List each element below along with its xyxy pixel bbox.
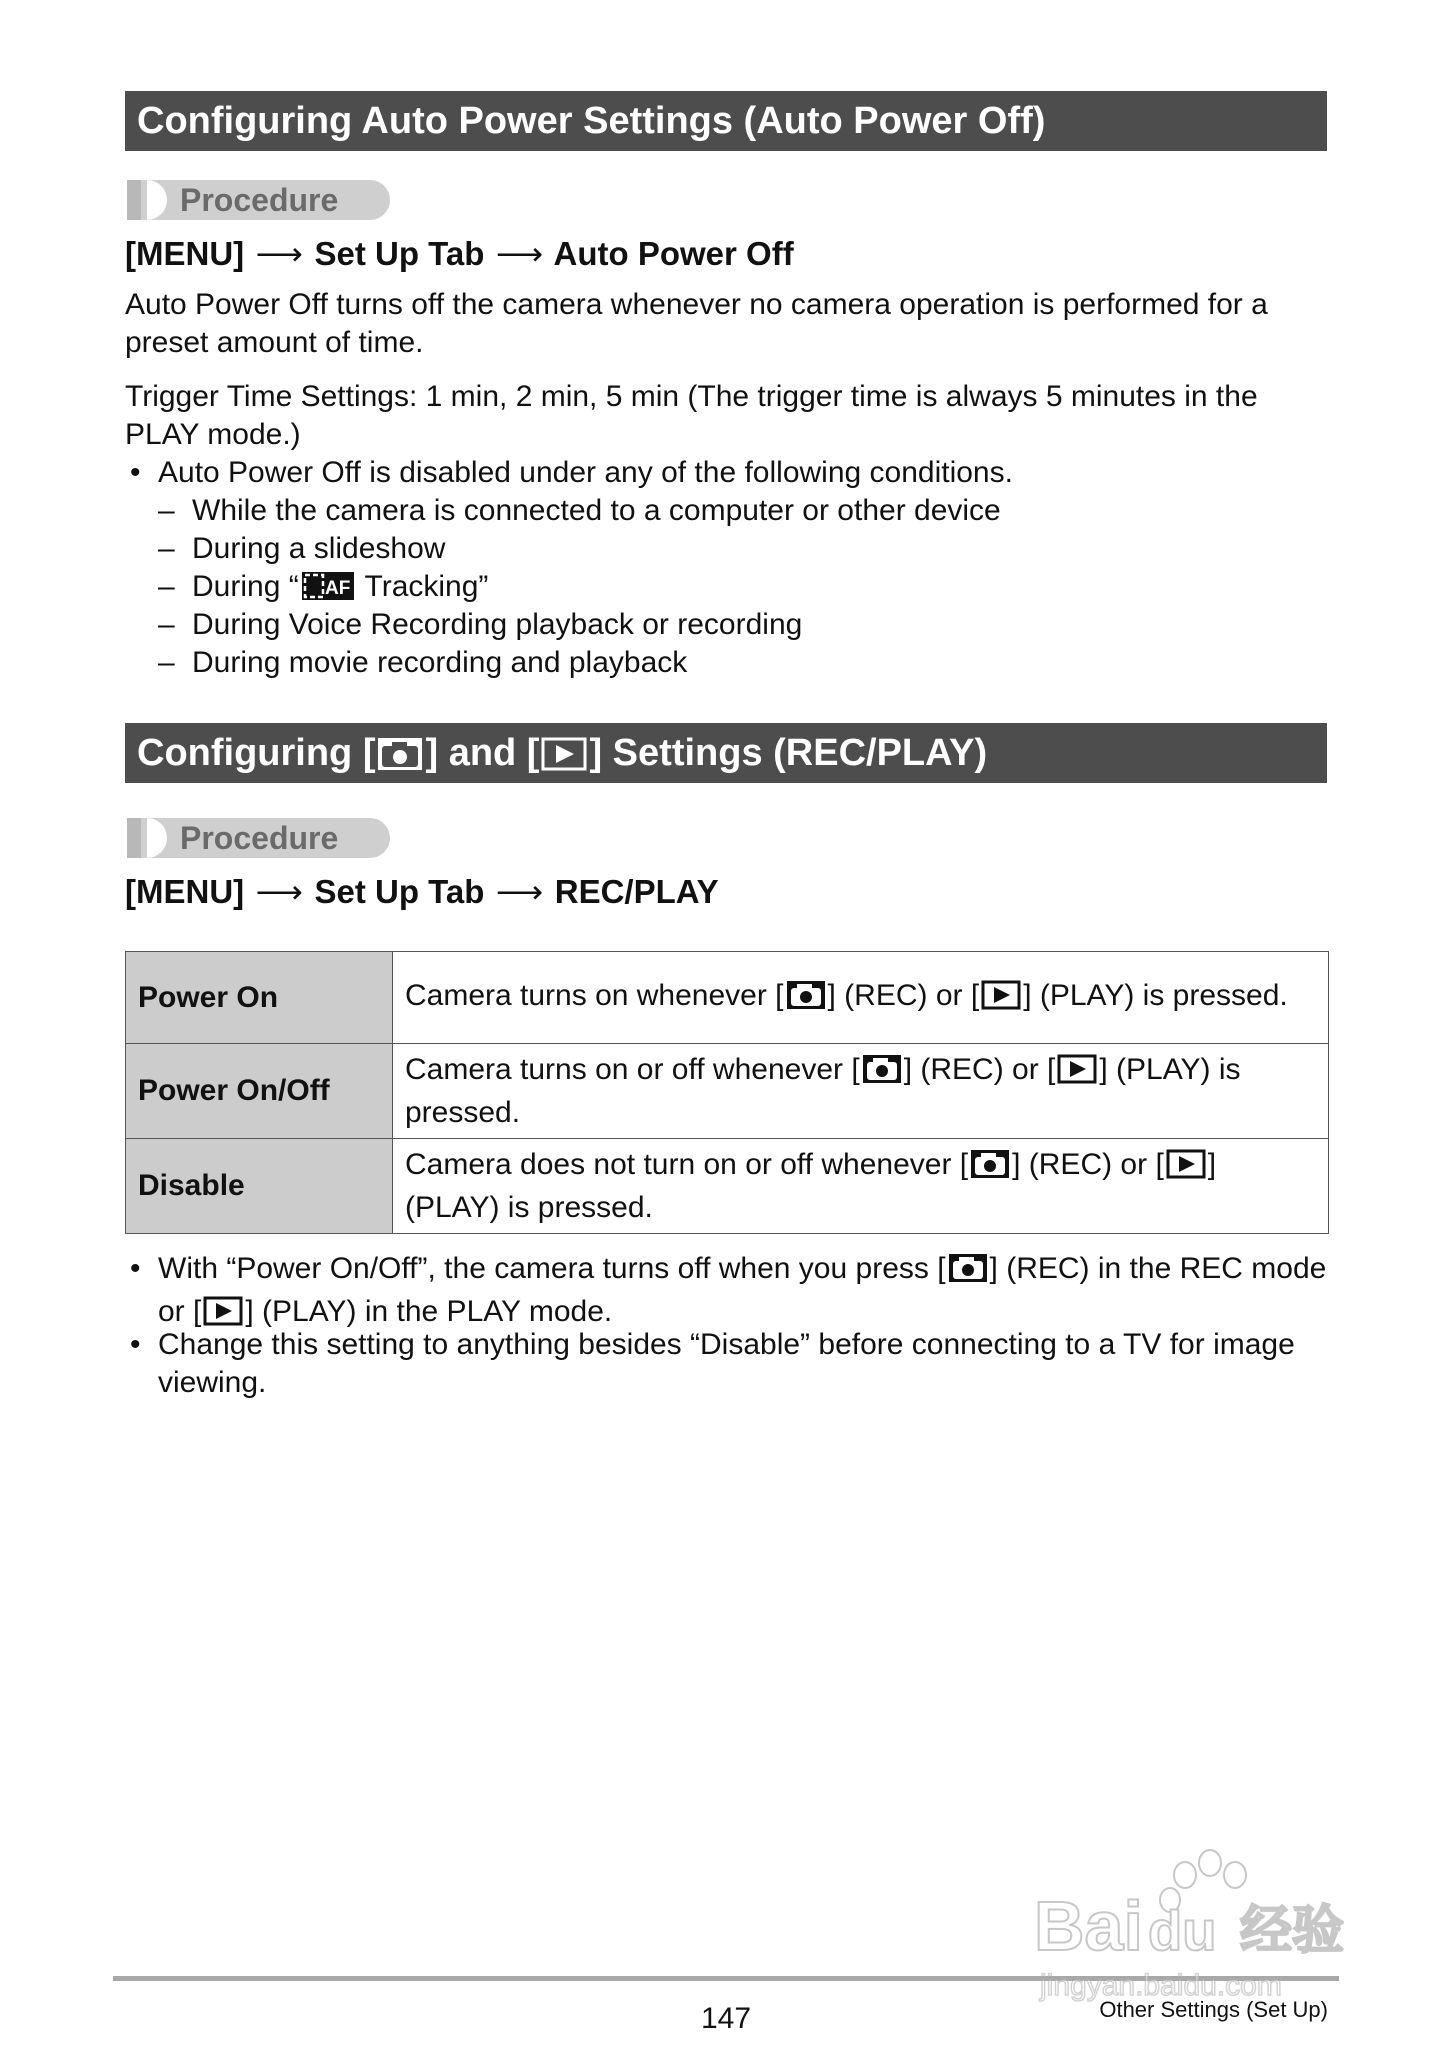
- arrow-right-icon: ⟶: [255, 235, 303, 272]
- disabled-conditions-note: Auto Power Off is disabled under any of the following conditions.: [158, 456, 1013, 489]
- tv-connection-note: Change this setting to anything besides “Disable” before connecting to a TV for image viewing.: [158, 1328, 1295, 1399]
- bullet-dot: •: [130, 1328, 141, 1361]
- svg-text:Bai: Bai: [1034, 1887, 1143, 1965]
- svg-text:AF: AF: [324, 578, 351, 599]
- table-row: [126, 952, 1329, 1044]
- setting-description: Camera turns on or off whenever [ ] (REC) or [ ] (PLAY) is pressed.: [393, 1044, 1329, 1139]
- baidu-watermark-logo: [1030, 1845, 1375, 2015]
- bullet-dot: •: [130, 1252, 141, 1285]
- menu-path-rec-play: [MENU] ⟶ Set Up Tab ⟶ REC/PLAY: [125, 873, 719, 910]
- footer-section-name: Other Settings (Set Up): [1099, 1997, 1328, 2022]
- dash: –: [158, 494, 175, 527]
- dash: –: [158, 646, 175, 679]
- tracking-af-icon: [301, 571, 355, 611]
- procedure-label: Procedure: [127, 818, 390, 858]
- setting-name: Power On: [126, 952, 393, 1044]
- menu-path-auto-power-off: [MENU] ⟶ Set Up Tab ⟶ Auto Power Off: [125, 235, 794, 272]
- arrow-right-icon: ⟶: [495, 235, 544, 272]
- section-title-rec-play: Configuring [ ] and [ ] Settings (REC/PLAY): [125, 723, 1327, 783]
- procedure-label: Procedure: [127, 180, 390, 220]
- dash: –: [158, 570, 175, 603]
- dash: –: [158, 532, 175, 565]
- condition-item: While the camera is connected to a computer or other device: [192, 494, 1001, 527]
- play-icon: [1057, 1054, 1097, 1094]
- camera-icon: [862, 1054, 902, 1094]
- auto-power-off-intro: Auto Power Off turns off the camera whenever no camera operation is performed for a preset amount of time.: [125, 288, 1268, 359]
- svg-text:经验: 经验: [1240, 1901, 1345, 1961]
- setting-description: Camera does not turn on or off whenever [ ] (REC) or [ ] (PLAY) is pressed.: [393, 1139, 1329, 1234]
- setting-name: Power On/Off: [126, 1044, 393, 1139]
- trigger-time-settings: Trigger Time Settings: 1 min, 2 min, 5 min (The trigger time is always 5 minutes in the PLAY mode.): [125, 380, 1258, 451]
- section-title-auto-power-off: Configuring Auto Power Settings (Auto Power Off): [125, 91, 1327, 151]
- power-on-off-note: With “Power On/Off”, the camera turns off when you press [ ] (REC) in the REC mode or [ ] (PLAY) in the PLAY mode.: [158, 1250, 1328, 1336]
- table-row: [126, 1044, 1329, 1139]
- play-icon: [981, 980, 1021, 1020]
- camera-icon: [970, 1149, 1010, 1189]
- setting-name: Disable: [126, 1139, 393, 1234]
- arrow-right-icon: ⟶: [495, 873, 544, 910]
- condition-item-tracking: During “ AF Tracking”: [192, 568, 488, 611]
- rec-play-settings-table: [125, 951, 1329, 1234]
- svg-text:jingyan.baidu.com: jingyan.baidu.com: [1040, 1969, 1282, 2002]
- camera-icon: [377, 729, 423, 789]
- svg-text:du: du: [1148, 1899, 1217, 1962]
- camera-icon: [948, 1253, 988, 1293]
- setting-description: Camera turns on whenever [ ] (REC) or [ ] (PLAY) is pressed.: [393, 952, 1329, 1044]
- arrow-right-icon: ⟶: [255, 873, 303, 910]
- condition-item: During movie recording and playback: [192, 646, 688, 679]
- play-icon: [541, 729, 587, 789]
- condition-item: During a slideshow: [192, 532, 446, 565]
- bullet-dot: •: [130, 456, 141, 489]
- dash: –: [158, 608, 175, 641]
- camera-icon: [786, 980, 826, 1020]
- condition-item: During Voice Recording playback or recording: [192, 608, 803, 641]
- page-number: 147: [700, 2002, 752, 2035]
- play-icon: [1166, 1149, 1206, 1189]
- table-row: [126, 1139, 1329, 1234]
